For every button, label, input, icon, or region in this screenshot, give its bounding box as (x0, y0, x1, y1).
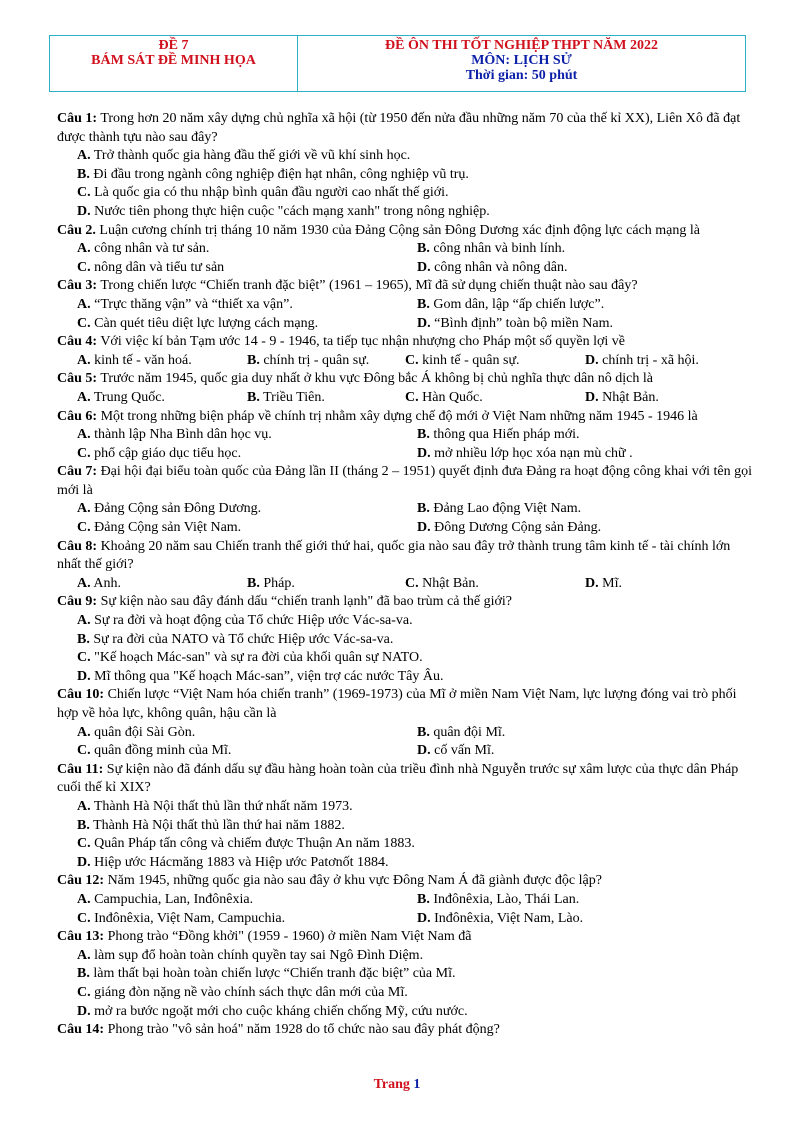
question-14: Câu 14: Phong trào "vô sản hoá" năm 1928 do tổ chức nào sau đây phát động? (57, 1022, 500, 1038)
option-11d: D. Hiệp ước Hácmăng 1883 và Hiệp ước Patơnốt 1884. (77, 854, 389, 870)
exam-duration: Thời gian: 50 phút (465, 68, 578, 83)
option-8b: B. Pháp. (247, 575, 295, 591)
option-4d: D. chính trị - xã hội. (585, 352, 699, 368)
exam-subject: MÔN: LỊCH SỬ (471, 53, 572, 68)
questions-list (57, 110, 757, 1040)
option-7a: A. Đảng Cộng sản Đông Dương. (77, 501, 262, 517)
question-7: Câu 7: Đại hội đại biểu toàn quốc của Đảng lần II (tháng 2 – 1951) quyết định đưa Đảng ra hoạt động công khai với tên gọi mới là (57, 464, 752, 498)
option-3a: A. “Trực thăng vận” và “thiết xa vận”. (77, 296, 293, 312)
option-6b: B. thông qua Hiến pháp mới. (417, 427, 580, 443)
option-8d: D. Mĩ. (585, 575, 622, 591)
question-8: Câu 8: Khoảng 20 năm sau Chiến tranh thế giới thứ hai, quốc gia nào sau đây trở thành trung tâm kinh tế - tài chính lớn nhất thế giới? (57, 538, 731, 573)
option-12a: A. Campuchia, Lan, Inđônêxia. (77, 891, 254, 907)
exam-header (49, 35, 746, 92)
question-2: Câu 2. Luận cương chính trị tháng 10 năm 1930 của Đảng Cộng sản Đông Dương xác định động lực cách mạng là (57, 222, 700, 238)
option-11b: B. Thành Hà Nội thất thủ lần thứ hai năm 1882. (77, 817, 345, 833)
options-6 (57, 426, 757, 463)
question-12: Câu 12: Năm 1945, những quốc gia nào sau đây ở khu vực Đông Nam Á đã giành được độc lập? (57, 873, 602, 889)
option-4a: A. kinh tế - văn hoá. (77, 352, 192, 368)
option-3d: D. “Bình định” toàn bộ miền Nam. (417, 315, 613, 331)
option-1a: A. Trở thành quốc gia hàng đầu thế giới về vũ khí sinh học. (77, 148, 411, 164)
exam-title: ĐỀ ÔN THI TỐT NGHIỆP THPT NĂM 2022 (385, 38, 658, 53)
question-4: Câu 4: Với việc kí bản Tạm ước 14 - 9 - 1946, ta tiếp tục nhận nhượng cho Pháp một số quyền lợi về (57, 334, 626, 350)
option-5d: D. Nhật Bản. (585, 389, 659, 405)
option-1d: D. Nước tiên phong thực hiện cuộc "cách mạng xanh" trong nông nghiệp. (77, 203, 490, 219)
option-9b: B. Sự ra đời của NATO và Tổ chức Hiệp ước Vác-sa-va. (77, 631, 394, 647)
option-6c: C. phổ cập giáo dục tiểu học. (77, 445, 242, 461)
page-number: 1 (413, 1077, 421, 1092)
question-3: Câu 3: Trong chiến lược “Chiến tranh đặc biệt” (1961 – 1965), Mĩ đã sử dụng chiến thuật nào sau đây? (57, 278, 638, 294)
option-10b: B. quân đội Mĩ. (417, 724, 506, 740)
option-10c: C. quân đồng minh của Mĩ. (77, 743, 232, 759)
option-9c: C. "Kế hoạch Mác-san" và sự ra đời của khối quân sự NATO. (77, 650, 423, 666)
option-3b: B. Gom dân, lập “ấp chiến lược”. (417, 296, 605, 312)
option-11c: C. Quân Pháp tấn công và chiếm được Thuận An năm 1883. (77, 836, 415, 852)
option-6d: D. mở nhiều lớp học xóa nạn mù chữ . (417, 445, 633, 461)
option-4c: C. kinh tế - quân sự. (405, 352, 520, 368)
option-1c: C. Là quốc gia có thu nhập bình quân đầu người cao nhất thế giới. (77, 185, 449, 201)
options-10 (57, 724, 757, 761)
option-1b: B. Đi đầu trong ngành công nghiệp điện hạt nhân, công nghiệp vũ trụ. (77, 166, 469, 182)
option-5c: C. Hàn Quốc. (405, 389, 483, 405)
option-7c: C. Đảng Cộng sản Việt Nam. (77, 520, 242, 536)
options-4 (57, 352, 757, 371)
option-2b: B. công nhân và binh lính. (417, 241, 566, 257)
option-12d: D. Inđônêxia, Việt Nam, Lào. (417, 910, 584, 926)
option-2a: A. công nhân và tư sản. (77, 241, 210, 257)
option-9d: D. Mĩ thông qua "Kế hoạch Mác-san”, viện trợ các nước Tây Âu. (77, 668, 444, 684)
option-5b: B. Triều Tiên. (247, 389, 325, 405)
page-word: Trang (373, 1077, 410, 1092)
option-2d: D. công nhân và nông dân. (417, 259, 568, 275)
question-10: Câu 10: Chiến lược “Việt Nam hóa chiến tranh” (1969-1973) của Mĩ ở miền Nam Việt Nam, lực lượng đóng vai trò phối hợp về hỏa lực, không quân, hậu cần là (57, 687, 737, 721)
option-8a: A. Anh. (77, 575, 121, 591)
question-11: Câu 11: Sự kiện nào đã đánh dấu sự đầu hàng hoàn toàn của triều đình nhà Nguyễn trước sự xâm lược của thực dân Pháp cuối thế kỉ XIX? (57, 761, 739, 796)
option-7b: B. Đảng Lao động Việt Nam. (417, 501, 582, 517)
exam-subtitle: BÁM SÁT ĐỀ MINH HỌA (91, 53, 256, 68)
page-footer (0, 1077, 794, 1093)
header-left-cell (50, 36, 298, 91)
option-8c: C. Nhật Bản. (405, 575, 479, 591)
option-6a: A. thành lập Nha Bình dân học vụ. (77, 427, 272, 443)
option-5a: A. Trung Quốc. (77, 389, 165, 405)
question-5: Câu 5: Trước năm 1945, quốc gia duy nhất ở khu vực Đông bắc Á không bị chủ nghĩa thực dân nô dịch là (57, 371, 653, 387)
option-13c: C. giáng đòn nặng nề vào chính sách thực dân mới của Mĩ. (77, 984, 408, 1000)
options-3 (57, 296, 757, 333)
option-13b: B. làm thất bại hoàn toàn chiến lược “Chiến tranh đặc biệt” của Mĩ. (77, 966, 456, 982)
option-10a: A. quân đội Sài Gòn. (77, 724, 196, 740)
question-6: Câu 6: Một trong những biện pháp về chính trị nhằm xây dựng chế độ mới ở Việt Nam những năm 1945 - 1946 là (57, 408, 698, 424)
question-13: Câu 13: Phong trào “Đồng khởi" (1959 - 1960) ở miền Nam Việt Nam đã (57, 929, 472, 945)
option-9a: A. Sự ra đời và hoạt động của Tổ chức Hiệp ước Vác-sa-va. (77, 613, 413, 629)
option-12b: B. Inđônêxia, Lào, Thái Lan. (417, 891, 580, 907)
header-right-cell (298, 36, 745, 91)
option-3c: C. Càn quét tiêu diệt lực lượng cách mạng. (77, 315, 319, 331)
option-10d: D. cố vấn Mĩ. (417, 743, 495, 759)
option-12c: C. Inđônêxia, Việt Nam, Campuchia. (77, 910, 286, 926)
option-13a: A. làm sụp đổ hoàn toàn chính quyền tay sai Ngô Đình Diệm. (77, 947, 424, 963)
option-2c: C. nông dân và tiểu tư sản (77, 259, 225, 275)
question-1: Câu 1: Trong hơn 20 năm xây dựng chủ nghĩa xã hội (từ 1950 đến nửa đầu những năm 70 của thế kỉ XX), Liên Xô đã đạt được thành tựu nào sau đây? (57, 111, 741, 145)
option-4b: B. chính trị - quân sự. (247, 352, 370, 368)
option-7d: D. Đông Dương Cộng sản Đảng. (417, 520, 602, 536)
options-12 (57, 891, 757, 928)
exam-code: ĐỀ 7 (158, 38, 189, 53)
options-8 (57, 575, 757, 594)
options-5 (57, 389, 757, 408)
option-11a: A. Thành Hà Nội thất thủ lần thứ nhất năm 1973. (77, 798, 353, 814)
question-9: Câu 9: Sự kiện nào sau đây đánh dấu “chiến tranh lạnh" đã bao trùm cả thế giới? (57, 594, 512, 610)
options-7 (57, 500, 757, 537)
option-13d: D. mở ra bước ngoặt mới cho cuộc kháng chiến chống Mỹ, cứu nước. (77, 1003, 468, 1019)
options-2 (57, 240, 757, 277)
